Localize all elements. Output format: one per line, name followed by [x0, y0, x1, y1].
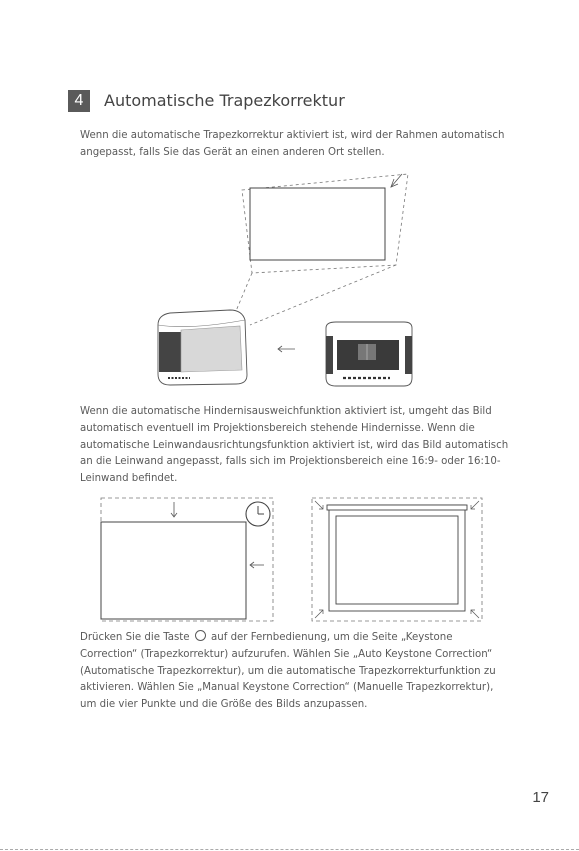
page-number: 17 [532, 789, 549, 806]
paragraph-obstacle-screen: Wenn die automatische Hindernisausweichfunktion aktiviert ist, umgeht das Bild automatisch eventuell im Projektionsbereich stehende Hindernisse. Wenn die automatische Leinwandausrichtungsfunktion aktiviert ist, wird das Bild automatisch an die Leinwand angepasst, falls sich im Projektionsbereich eine 16:9- oder 16:10-Leinwand befindet. [80, 406, 509, 485]
page-bottom-divider [0, 849, 579, 850]
settings-circle-icon [195, 630, 206, 641]
paragraph-text-before-icon: Drücken Sie die Taste [80, 632, 190, 643]
adjusted-image-frame [101, 522, 246, 619]
projector-right [326, 322, 412, 386]
section-number-badge: 4 [68, 90, 90, 112]
obstacle-avoidance-illustration [100, 497, 275, 622]
screen-alignment-illustration [311, 497, 483, 622]
corrected-image-frame [250, 188, 385, 260]
move-arrow [278, 346, 295, 352]
clock-icon [246, 502, 270, 526]
paragraph-remote-instructions [80, 630, 510, 714]
paragraph-keystone-intro: Wenn die automatische Trapezkorrektur aktiviert ist, wird der Rahmen automatisch angepasst, falls Sie das Gerät an einen anderen Ort stellen. [80, 130, 505, 158]
paragraph-text-after-icon: auf der Fernbedienung, um die Seite „Keystone Correction“ (Trapezkorrektur) aufzurufen. Wählen Sie „Auto Keystone Correction“ (Automatische Trapezkorrektur), um die automatische Trapezkorrekturfunktion zu aktivieren. Wählen Sie „Manual Keystone Correction“ (Manuelle Trapezkorrektur), um die vier Punkte und die Größe des Bilds anzupassen. [80, 632, 496, 711]
section-title: Automatische Trapezkorrektur [104, 91, 345, 110]
projector-left [158, 310, 247, 385]
keystone-illustration [150, 160, 420, 390]
